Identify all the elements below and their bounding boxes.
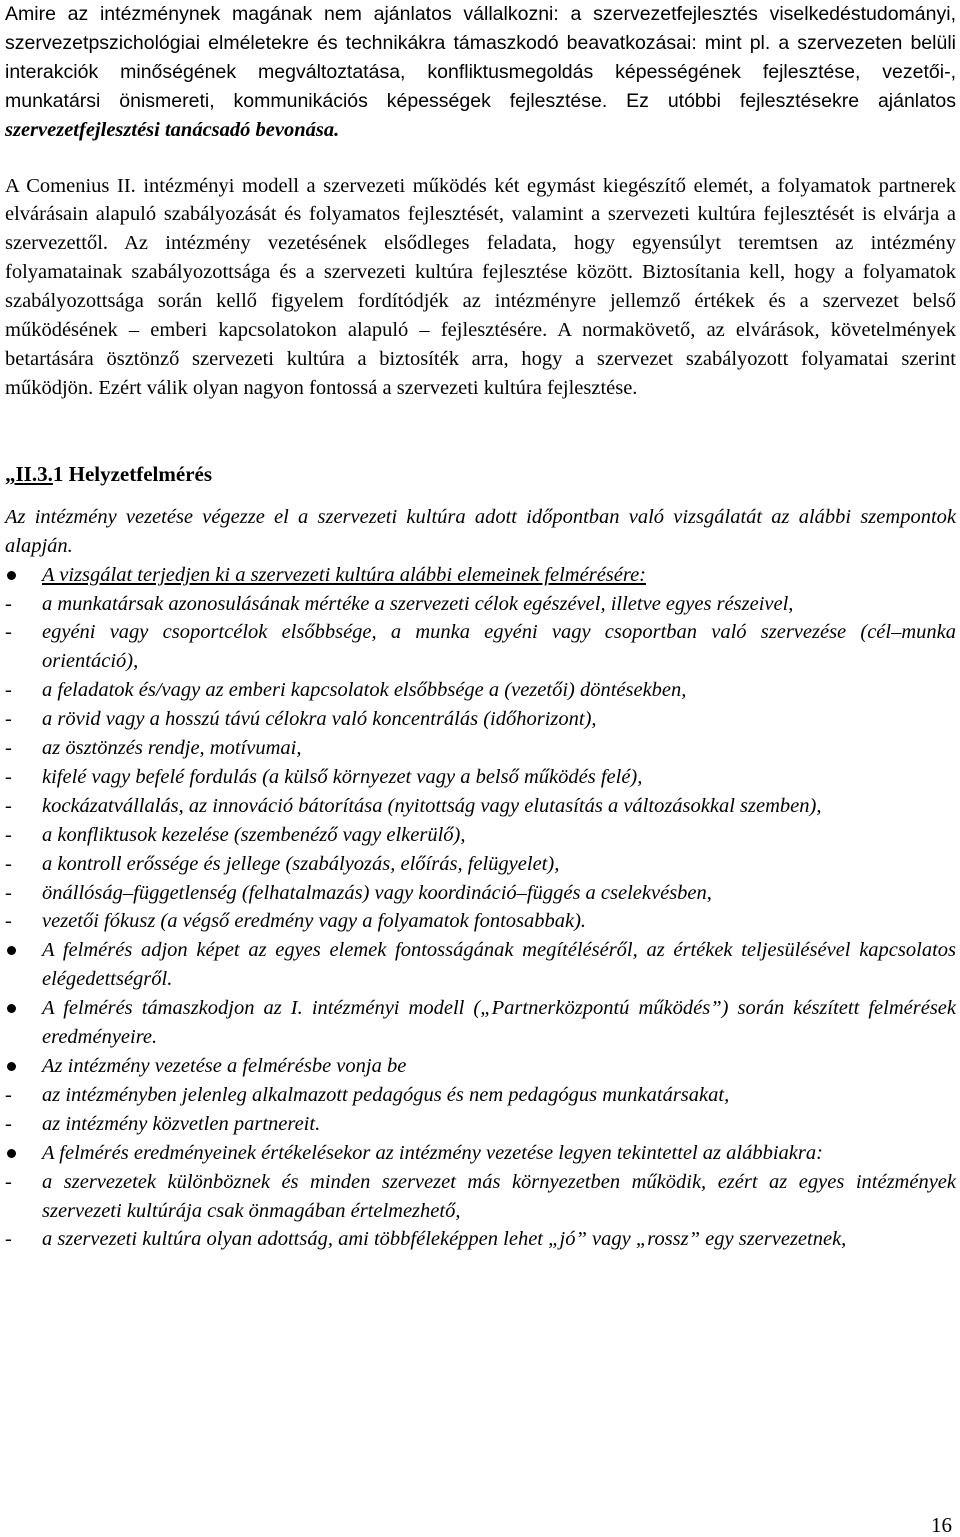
dash-marker: -	[5, 881, 12, 904]
dash-marker: -	[5, 1083, 12, 1106]
section-number: „II.3.	[5, 461, 53, 486]
dash-item	[5, 618, 956, 676]
dash-item	[5, 676, 956, 705]
dash-item	[5, 705, 956, 734]
dash-marker: -	[5, 708, 12, 731]
page-number: 16	[931, 1513, 952, 1537]
dash-item	[5, 1110, 956, 1139]
item-text: az ösztönzés rendje, motívumai,	[42, 737, 302, 760]
item-text: a feladatok és/vagy az emberi kapcsolatok elsőbbsége a (vezetői) döntésekben,	[42, 679, 687, 702]
dash-item	[5, 1081, 956, 1110]
dash-marker: -	[5, 852, 12, 875]
dash-item	[5, 879, 956, 908]
item-text: a szervezeti kultúra olyan adottság, ami többféleképpen lehet „jó” vagy „rossz” egy szervezetnek,	[42, 1228, 847, 1251]
section-title: 1 Helyzetfelmérés	[52, 461, 213, 486]
document-page	[5, 0, 956, 1254]
item-text: vezetői fókusz (a végső eredmény vagy a folyamatok fontosabbak).	[42, 910, 587, 933]
intro-text: Amire az intézménynek magának nem ajánlatos vállalkozni: a szervezetfejlesztés viselkedéstudományi, szervezetpszichológiai elméletekre és technikákra támaszkodó beavatkozásai: mint pl. a szervezeten belüli interakciók minőségének megváltoztatása, konfliktusmegoldás képességének fejlesztése, vezetői-, munkatársi önismereti, kommunikációs képességek fejlesztése. Ez utóbbi fejlesztésekre ajánlatos	[5, 3, 956, 112]
dash-marker: -	[5, 1112, 12, 1135]
dash-marker: -	[5, 1228, 12, 1251]
bullet-item	[5, 1052, 956, 1081]
intro-emphasis: szervezetfejlesztési tanácsadó bevonása.	[5, 118, 340, 141]
section-heading	[5, 459, 956, 489]
comenius-paragraph: A Comenius II. intézményi modell a szervezeti működés két egymást kiegészítő elemét, a folyamatok partnerek elvárásain alapuló szabályozását és folyamatos fejlesztését, valamint a szervezeti kultúra fejlesztését is elvárja a szervezettől. Az intézmény vezetésének elsődleges feladata, hogy egyensúlyt teremtsen az intézmény folyamatainak szabályozottsága és a szervezeti kultúra fejlesztése között. Biztosítania kell, hogy a folyamatok szabályozottsága során kellő figyelem fordítódjék az intézményre jellemző értékek és a szervezet belső működésének – emberi kapcsolatokon alapuló – fejlesztésére. A normakövető, az elvárások, követelmények betartására ösztönző szervezeti kultúra a biztosíték arra, hogy a szervezet szabályozott folyamatai szerint működjön. Ezért válik olyan nagyon fontossá a szervezeti kultúra fejlesztése.	[5, 174, 956, 399]
dash-item	[5, 907, 956, 936]
dash-item	[5, 821, 956, 850]
dash-item	[5, 1225, 956, 1254]
dash-marker: -	[5, 1170, 12, 1193]
dash-item	[5, 763, 956, 792]
dash-item	[5, 590, 956, 619]
bullet-item	[5, 994, 956, 1052]
bullet-item	[5, 1139, 956, 1168]
item-text: az intézmény közvetlen partnereit.	[42, 1112, 321, 1135]
item-text: a konfliktusok kezelése (szembenéző vagy elkerülő),	[42, 823, 466, 846]
dash-marker: -	[5, 592, 12, 615]
item-text: A vizsgálat terjedjen ki a szervezeti kultúra alábbi elemeinek felmérésére:	[42, 563, 647, 586]
dash-item	[5, 1168, 956, 1226]
dash-marker: -	[5, 765, 12, 788]
item-text: önállóság–függetlenség (felhatalmazás) vagy koordináció–függés a cselekvésben,	[42, 881, 712, 904]
dash-marker: -	[5, 794, 12, 817]
dash-marker: -	[5, 621, 12, 644]
item-text: A felmérés adjon képet az egyes elemek fontosságának megítéléséről, az értékek teljesülésével kapcsolatos elégedettségről.	[42, 939, 956, 991]
bullet-item	[5, 936, 956, 994]
criteria-list	[5, 561, 956, 1255]
item-text: az intézményben jelenleg alkalmazott pedagógus és nem pedagógus munkatársakat,	[42, 1083, 730, 1106]
intro-paragraph	[5, 0, 956, 145]
dash-marker: -	[5, 910, 12, 933]
dash-marker: -	[5, 679, 12, 702]
item-text: egyéni vagy csoportcélok elsőbbsége, a munka egyéni vagy csoportban való szervezése (cél–munka orientáció),	[42, 621, 956, 673]
dash-marker: -	[5, 737, 12, 760]
item-text: A felmérés támaszkodjon az I. intézményi modell („Partnerközpontú működés”) során készített felmérések eredményeire.	[42, 997, 956, 1049]
dash-item	[5, 734, 956, 763]
section-lead: Az intézmény vezetése végezze el a szervezeti kultúra adott időpontban való vizsgálatát az alábbi szempontok alapján.	[5, 505, 956, 557]
item-text: A felmérés eredményeinek értékelésekor az intézmény vezetése legyen tekintettel az alábbiakra:	[42, 1141, 823, 1164]
dash-marker: -	[5, 823, 12, 846]
item-text: kockázatvállalás, az innováció bátorítása (nyitottság vagy elutasítás a változásokkal szemben),	[42, 794, 822, 817]
dash-item	[5, 850, 956, 879]
item-text: a rövid vagy a hosszú távú célokra való koncentrálás (időhorizont),	[42, 708, 597, 731]
item-text: a szervezetek különböznek és minden szervezet más környezetben működik, ezért az egyes intézmények szervezeti kultúrája csak önmagában értelmezhető,	[42, 1170, 956, 1222]
item-text: Az intézmény vezetése a felmérésbe vonja be	[42, 1055, 407, 1077]
item-text: a munkatársak azonosulásának mértéke a szervezeti célok egészével, illetve egyes részeivel,	[42, 592, 794, 615]
item-text: a kontroll erőssége és jellege (szabályozás, előírás, felügyelet),	[42, 852, 560, 875]
dash-item	[5, 792, 956, 821]
item-text: kifelé vagy befelé fordulás (a külső környezet vagy a belső működés felé),	[42, 765, 643, 788]
bullet-item	[5, 561, 956, 590]
